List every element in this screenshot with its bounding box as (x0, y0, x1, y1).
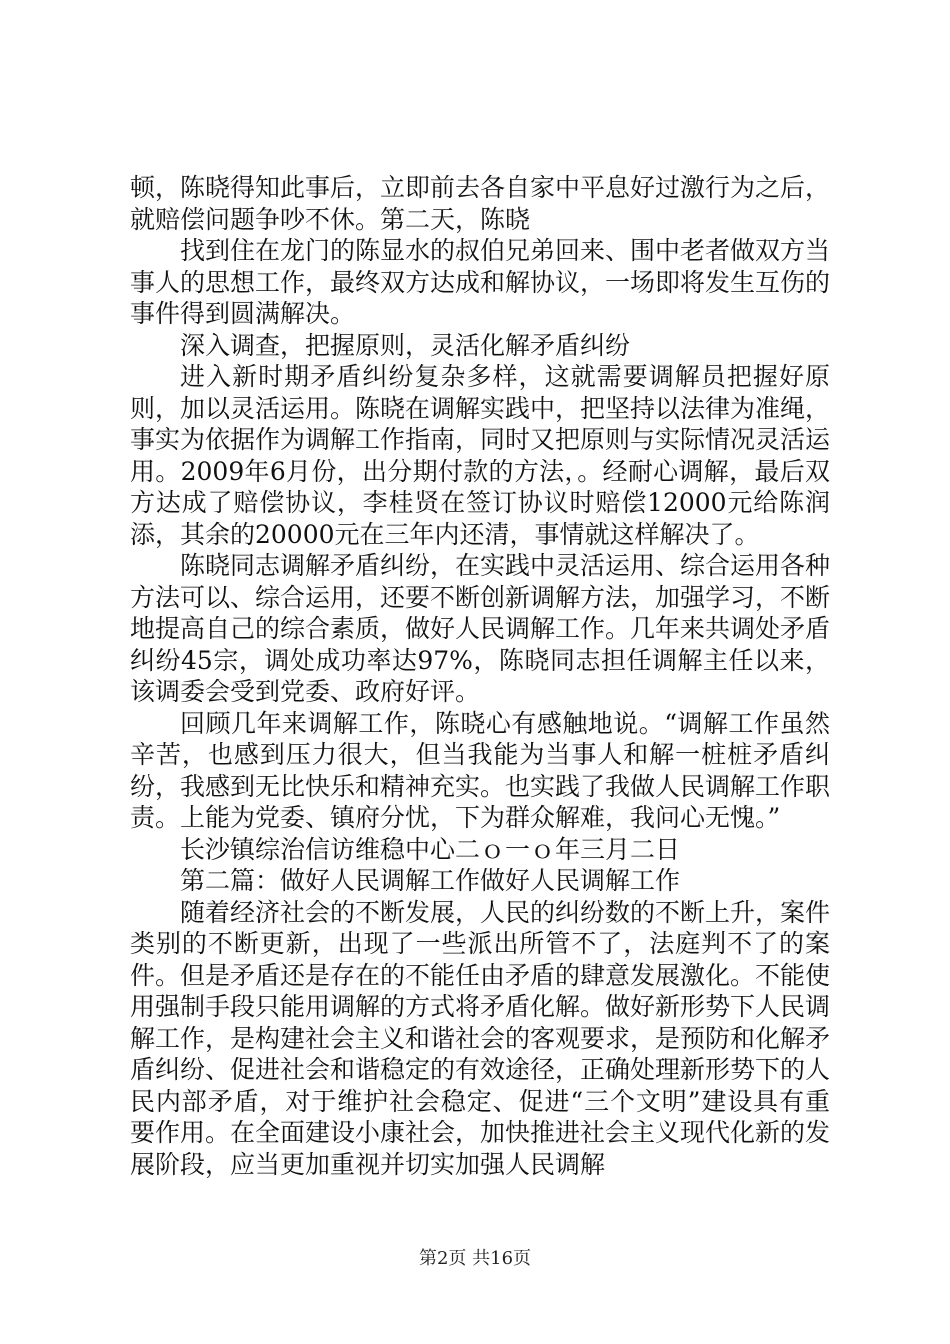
paragraph-4: 陈晓同志调解矛盾纠纷，在实践中灵活运用、综合运用各种方法可以、综合运用，还要不断创新调解方法，加强学习，不断地提高自己的综合素质，做好人民调解工作。几年来共调处矛盾纠纷45宗，调处成功率达97%，陈晓同志担任调解主任以来，该调委会受到党委、政府好评。 (130, 551, 831, 706)
paragraph-2: 找到住在龙门的陈显水的叔伯兄弟回来、围中老者做双方当事人的思想工作，最终双方达成和解协议，一场即将发生互伤的事件得到圆满解决。 (130, 236, 831, 328)
section-heading: 深入调查，把握原则，灵活化解矛盾纠纷 (180, 330, 631, 360)
paragraph-6: 随着经济社会的不断发展，人民的纠纷数的不断上升，案件类别的不断更新，出现了一些派出所管不了，法庭判不了的案件。但是矛盾还是存在的不能任由矛盾的肆意发展激化。不能使用强制手段只能用调解的方式将矛盾化解。做好新形势下人民调解工作，是构建社会主义和谐社会的客观要求，是预防和化解矛盾纠纷、促进社会和谐稳定的有效途径，正确处理新形势下的人民内部矛盾，对于维护社会稳定、促进“三个文明”建设具有重要作用。在全面建设小康社会，加快推进社会主义现代化新的发展阶段，应当更加重视并切实加强人民调解 (130, 897, 831, 1179)
paragraph-5: 回顾几年来调解工作，陈晓心有感触地说。“调解工作虽然辛苦，也感到压力很大，但当我能为当事人和解一桩桩矛盾纠纷，我感到无比快乐和精神充实。也实践了我做人民调解工作职责。上能为党委、镇府分忧，下为群众解难，我问心无愧。” (130, 708, 831, 832)
document-body (130, 172, 830, 1180)
page-number: 第2页 共16页 (418, 1248, 532, 1269)
signature-line: 长沙镇综治信访维稳中心二ｏ一ｏ年三月二日 (180, 834, 681, 864)
paragraph-3: 进入新时期矛盾纠纷复杂多样，这就需要调解员把握好原则，加以灵活运用。陈晓在调解实践中，把坚持以法律为准绳，事实为依据作为调解工作指南，同时又把原则与实际情况灵活运用。2009年6月份，出分期付款的方法，。经耐心调解，最后双方达成了赔偿协议，李桂贤在签订协议时赔偿12000元给陈润添，其余的20000元在三年内还清，事情就这样解决了。 (130, 362, 831, 549)
paragraph-1: 顿，陈晓得知此事后，立即前去各自家中平息好过激行为之后，就赔偿问题争吵不休。第二天，陈晓 (130, 173, 831, 234)
chapter-title: 第二篇：做好人民调解工作做好人民调解工作 (180, 866, 681, 895)
